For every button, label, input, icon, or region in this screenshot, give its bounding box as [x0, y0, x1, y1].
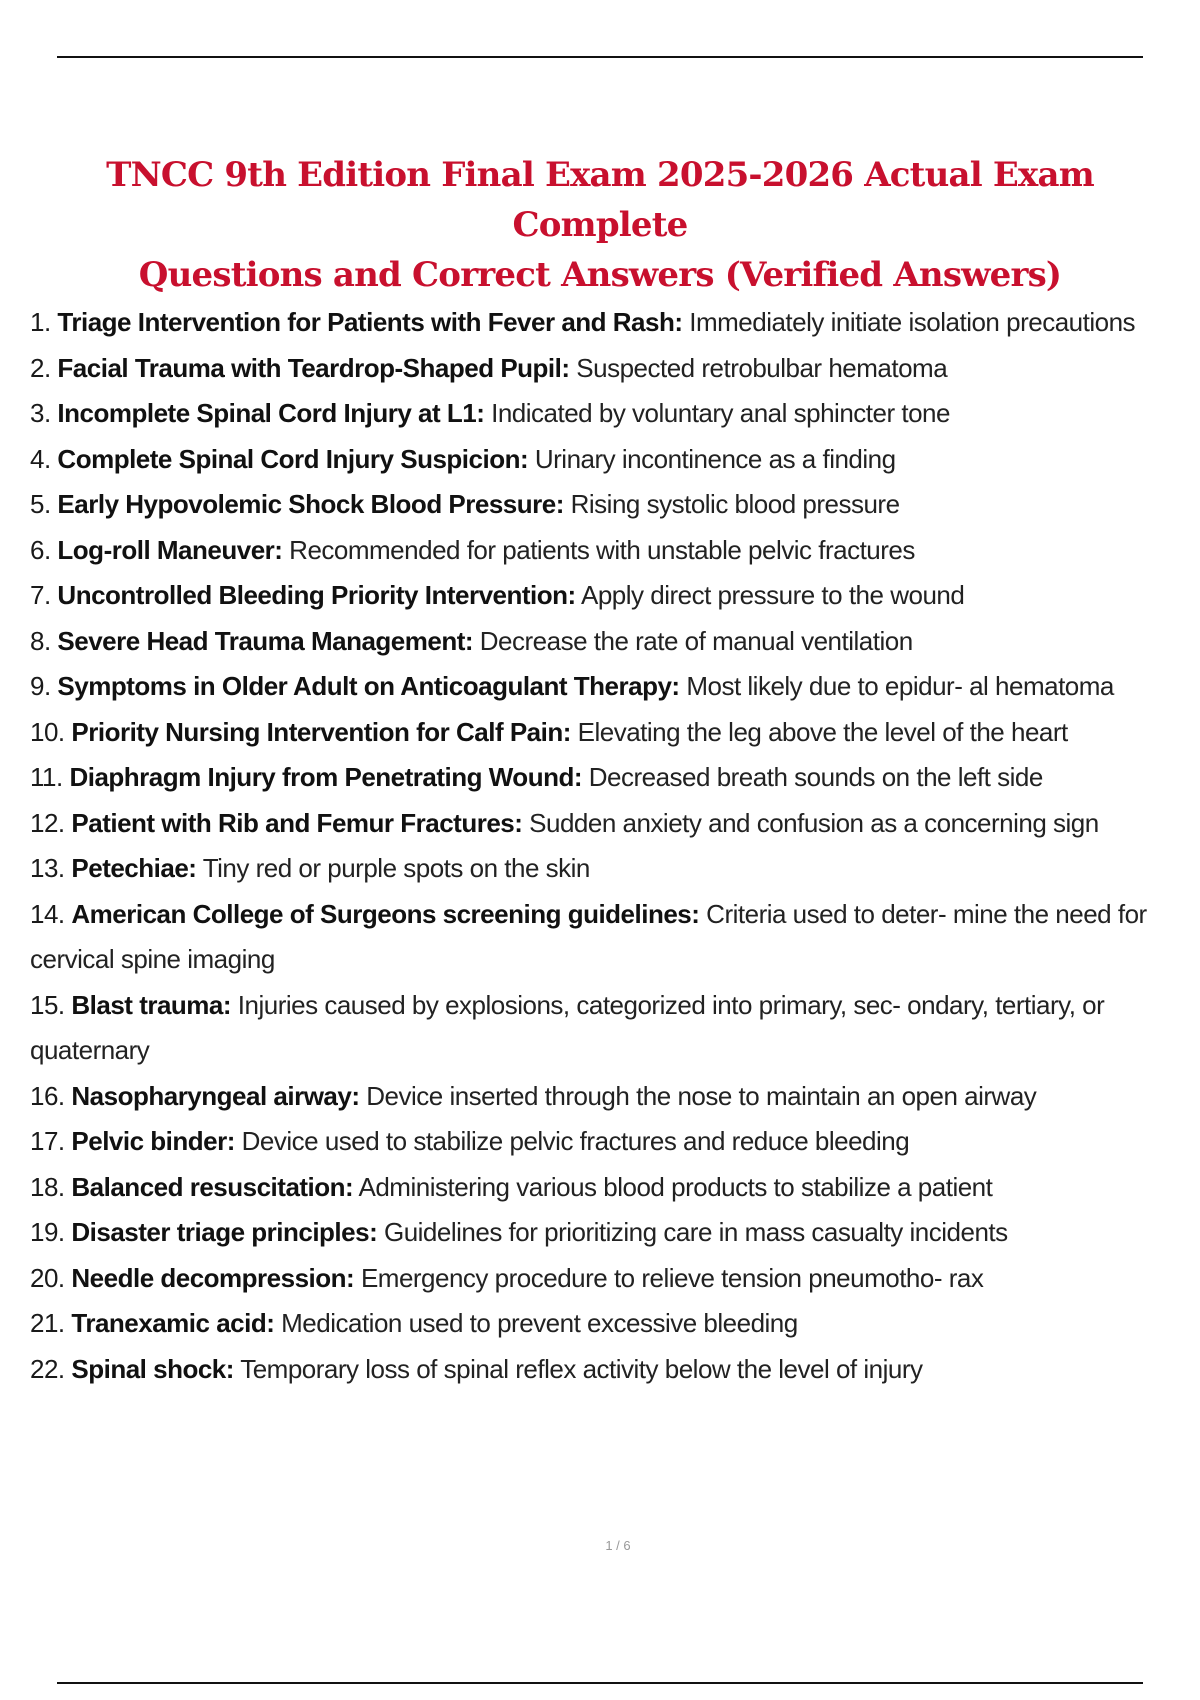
item-term: Complete Spinal Cord Injury Suspicion:	[57, 443, 529, 474]
list-item	[30, 983, 1180, 1074]
list-item	[30, 664, 1180, 710]
item-answer: Sudden anxiety and confusion as a concerning sign	[529, 807, 1099, 838]
question-answer-list	[30, 300, 1180, 1392]
item-answer: Device used to stabilize pelvic fractures and reduce bleeding	[241, 1126, 910, 1156]
item-term: Spinal shock:	[71, 1353, 234, 1384]
bottom-rule	[57, 1682, 1143, 1684]
item-number: 14.	[30, 898, 65, 929]
item-number: 4.	[30, 443, 51, 474]
list-item	[30, 1347, 1180, 1393]
list-item	[30, 1256, 1180, 1302]
list-item	[30, 710, 1180, 756]
item-number: 13.	[30, 853, 65, 883]
item-answer: Administering various blood products to stabilize a patient	[358, 1171, 993, 1202]
item-answer: Criteria used to deter- mine the need for cervical spine imaging	[30, 898, 1147, 974]
list-item	[30, 1074, 1180, 1120]
item-term: Priority Nursing Intervention for Calf Pain:	[71, 716, 571, 747]
item-number: 22.	[30, 1353, 65, 1384]
list-item	[30, 573, 1180, 619]
item-answer: Injuries caused by explosions, categorized into primary, sec- ondary, tertiary, or quaternary	[30, 989, 1105, 1065]
list-item	[30, 1119, 1180, 1165]
list-item	[30, 1301, 1180, 1347]
list-item	[30, 801, 1180, 847]
item-term: Pelvic binder:	[71, 1126, 235, 1156]
item-answer: Elevating the leg above the level of the heart	[577, 716, 1068, 747]
item-answer: Emergency procedure to relieve tension pneumotho- rax	[360, 1262, 984, 1293]
list-item	[30, 300, 1180, 346]
list-item	[30, 755, 1180, 801]
item-answer: Recommended for patients with unstable pelvic fractures	[289, 534, 915, 565]
item-number: 3.	[30, 398, 51, 428]
item-term: Disaster triage principles:	[71, 1217, 378, 1247]
item-term: Balanced resuscitation:	[71, 1171, 354, 1202]
item-term: Nasopharyngeal airway:	[71, 1080, 360, 1111]
list-item	[30, 437, 1180, 483]
item-term: Triage Intervention for Patients with Fever and Rash:	[57, 307, 683, 337]
list-item	[30, 619, 1180, 665]
list-item	[30, 1210, 1180, 1256]
item-answer: Decrease the rate of manual ventilation	[479, 625, 913, 656]
list-item	[30, 892, 1180, 983]
item-term: Severe Head Trauma Management:	[57, 625, 474, 656]
item-number: 1.	[30, 307, 51, 337]
item-term: Tranexamic acid:	[71, 1308, 275, 1338]
list-item	[30, 346, 1180, 392]
item-answer: Rising systolic blood pressure	[570, 489, 900, 519]
item-answer: Device inserted through the nose to maintain an open airway	[366, 1080, 1037, 1111]
item-answer: Indicated by voluntary anal sphincter tone	[491, 398, 950, 428]
list-item	[30, 528, 1180, 574]
item-term: Log-roll Maneuver:	[57, 534, 283, 565]
list-item	[30, 846, 1180, 892]
item-number: 20.	[30, 1262, 65, 1293]
item-number: 12.	[30, 807, 65, 838]
list-item	[30, 482, 1180, 528]
document-title	[40, 150, 1160, 300]
item-term: Petechiae:	[71, 853, 197, 883]
item-number: 9.	[30, 671, 51, 701]
item-answer: Urinary incontinence as a finding	[534, 443, 896, 474]
item-number: 7.	[30, 580, 51, 610]
item-term: Early Hypovolemic Shock Blood Pressure:	[57, 489, 564, 519]
item-term: Facial Trauma with Teardrop-Shaped Pupil:	[57, 352, 570, 383]
item-term: Uncontrolled Bleeding Priority Intervention:	[57, 580, 576, 610]
item-number: 6.	[30, 534, 51, 565]
item-term: American College of Surgeons screening guidelines:	[71, 898, 700, 929]
item-answer: Tiny red or purple spots on the skin	[202, 853, 590, 883]
title-line-2: Questions and Correct Answers (Verified Answers)	[138, 255, 1062, 295]
item-answer: Immediately initiate isolation precautions	[689, 307, 1136, 337]
item-number: 2.	[30, 352, 51, 383]
item-term: Symptoms in Older Adult on Anticoagulant Therapy:	[57, 671, 680, 701]
item-number: 8.	[30, 625, 51, 656]
item-term: Diaphragm Injury from Penetrating Wound:	[69, 762, 582, 792]
item-term: Incomplete Spinal Cord Injury at L1:	[57, 398, 485, 428]
item-number: 16.	[30, 1080, 65, 1111]
top-rule	[57, 56, 1143, 58]
item-answer: Medication used to prevent excessive bleeding	[281, 1308, 798, 1338]
item-answer: Apply direct pressure to the wound	[580, 580, 965, 610]
item-number: 17.	[30, 1126, 65, 1156]
item-number: 10.	[30, 716, 65, 747]
item-number: 15.	[30, 989, 65, 1020]
item-number: 19.	[30, 1217, 65, 1247]
item-answer: Decreased breath sounds on the left side	[588, 762, 1043, 792]
item-term: Needle decompression:	[71, 1262, 355, 1293]
item-term: Patient with Rib and Femur Fractures:	[71, 807, 523, 838]
item-number: 5.	[30, 489, 51, 519]
list-item	[30, 391, 1180, 437]
list-item	[30, 1165, 1180, 1211]
item-answer: Most likely due to epidur- al hematoma	[686, 671, 1114, 701]
item-answer: Suspected retrobulbar hematoma	[576, 352, 948, 383]
item-answer: Temporary loss of spinal reflex activity below the level of injury	[240, 1353, 923, 1384]
item-term: Blast trauma:	[71, 989, 232, 1020]
page-number: 1 / 6	[605, 1538, 631, 1553]
item-answer: Guidelines for prioritizing care in mass casualty incidents	[383, 1217, 1008, 1247]
item-number: 11.	[30, 762, 63, 792]
item-number: 21.	[30, 1308, 65, 1338]
item-number: 18.	[30, 1171, 65, 1202]
title-line-1: TNCC 9th Edition Final Exam 2025-2026 Actual Exam Complete	[106, 155, 1094, 245]
